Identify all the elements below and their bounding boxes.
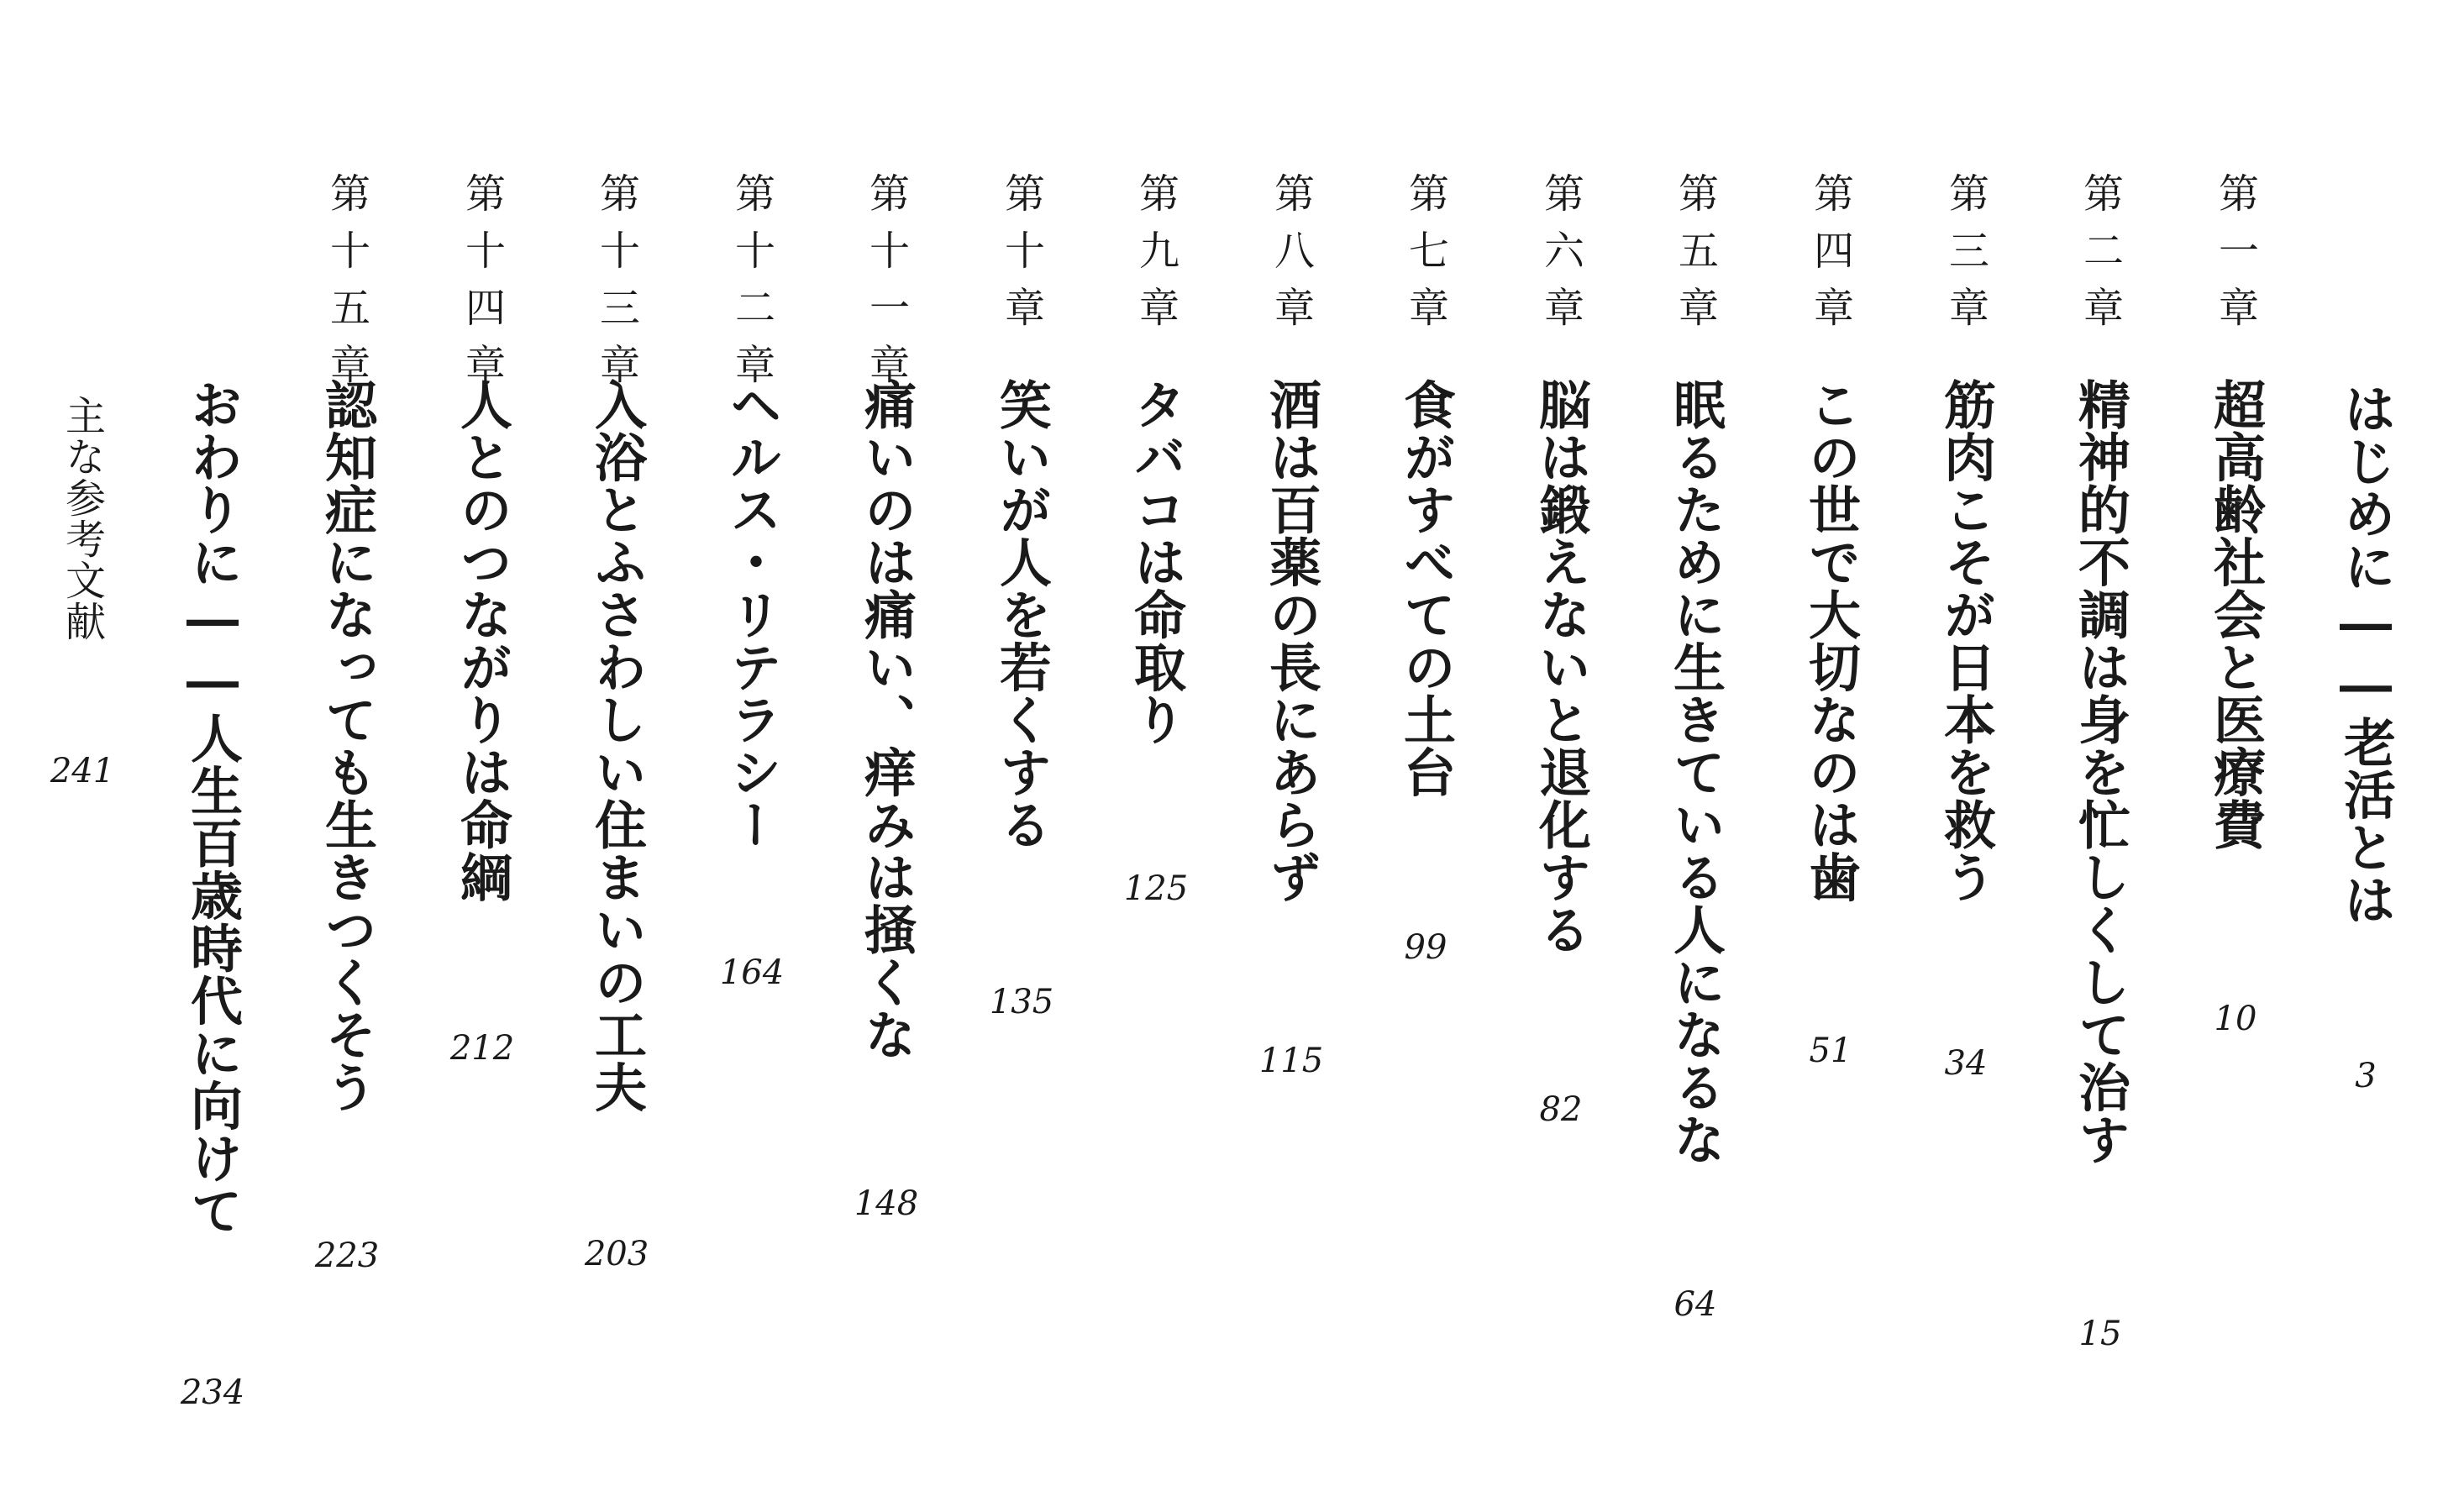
toc-entry-chapter-14[interactable]	[449, 0, 515, 1512]
chapter-title: 脳は鍛えないと退化する	[1530, 378, 1592, 956]
toc-page-number: 82	[1539, 1090, 1583, 1129]
toc-page-number: 34	[1944, 1044, 1988, 1083]
chapter-label: 第五章	[1671, 172, 1719, 344]
toc-entry-chapter-4[interactable]	[1801, 0, 1860, 1512]
toc-page-number: 212	[449, 1029, 515, 1068]
chapter-label: 第九章	[1132, 172, 1179, 344]
toc-title: おわりに――人生百歳時代に向けて	[181, 378, 244, 1236]
toc-entry-chapter-12[interactable]	[719, 0, 785, 1512]
chapter-label: 第十五章	[323, 172, 370, 401]
toc-page-number: 64	[1673, 1285, 1717, 1324]
toc-page-number: 51	[1809, 1032, 1852, 1070]
chapter-label: 第六章	[1537, 172, 1584, 344]
toc-page-number: 135	[989, 983, 1054, 1021]
toc-entry-chapter-9[interactable]	[1123, 0, 1189, 1512]
toc-entry-chapter-15[interactable]	[314, 0, 380, 1512]
toc-entry-chapter-1[interactable]	[2206, 0, 2265, 1512]
chapter-label: 第八章	[1267, 172, 1315, 344]
chapter-title: 入浴とふさわしい住まいの工夫	[586, 378, 648, 1113]
chapter-title: 食がすべての土台	[1395, 378, 1457, 798]
chapter-label: 第十一章	[862, 172, 910, 401]
chapter-title: 精神的不調は身を忙しくして治す	[2069, 378, 2131, 1166]
toc-entry-intro[interactable]	[2336, 0, 2395, 1512]
toc-page-number: 99	[1404, 928, 1447, 967]
chapter-title: 酒は百薬の長にあらず	[1260, 378, 1322, 903]
toc-page-number: 203	[584, 1235, 649, 1273]
toc-entry-chapter-13[interactable]	[584, 0, 649, 1512]
chapter-title: タバコは命取り	[1125, 378, 1187, 746]
chapter-title: 超高齢社会と医療費	[2204, 378, 2267, 851]
chapter-label: 第二章	[2076, 172, 2124, 344]
toc-title: 主な参考文献	[58, 395, 106, 642]
chapter-label: 第十二章	[728, 172, 775, 401]
toc-entry-chapter-11[interactable]	[854, 0, 919, 1512]
chapter-title: 筋肉こそが日本を救う	[1935, 378, 1997, 903]
chapter-title: ヘルス・リテラシー	[721, 378, 783, 851]
toc-entry-chapter-7[interactable]	[1396, 0, 1455, 1512]
toc-entry-chapter-3[interactable]	[1936, 0, 1995, 1512]
chapter-label: 第十三章	[592, 172, 640, 401]
toc-entry-outro[interactable]	[180, 0, 245, 1512]
toc-page-number: 15	[2078, 1315, 2122, 1353]
chapter-label: 第三章	[1941, 172, 1989, 344]
toc-entry-chapter-10[interactable]	[989, 0, 1054, 1512]
toc-page-number: 125	[1123, 869, 1189, 908]
toc-page-number: 10	[2214, 1000, 2257, 1038]
toc-entry-chapter-5[interactable]	[1666, 0, 1725, 1512]
toc-page-number: 115	[1258, 1042, 1324, 1080]
chapter-title: 眠るために生きている人になるな	[1664, 378, 1726, 1166]
toc-entry-chapter-8[interactable]	[1258, 0, 1324, 1512]
toc-page-number: 148	[854, 1184, 919, 1223]
toc-title: はじめに――老活とは	[2335, 382, 2397, 926]
toc-entry-chapter-6[interactable]	[1531, 0, 1590, 1512]
toc-page-number: 241	[50, 752, 115, 790]
chapter-label: 第四章	[1806, 172, 1854, 344]
chapter-title: 人とのつながりは命綱	[451, 378, 513, 903]
toc-entry-chapter-2[interactable]	[2071, 0, 2130, 1512]
chapter-label: 第十章	[997, 172, 1045, 344]
toc-page-number: 234	[180, 1373, 245, 1412]
chapter-label: 第一章	[2211, 172, 2259, 344]
toc-page-number: 3	[2355, 1057, 2377, 1095]
toc-entry-references[interactable]	[50, 0, 115, 1512]
toc-page-number: 164	[719, 953, 785, 992]
chapter-title: 認知症になっても生きつくそう	[316, 378, 378, 1113]
chapter-label: 第十四章	[458, 172, 506, 401]
chapter-title: 笑いが人を若くする	[990, 378, 1053, 851]
chapter-label: 第七章	[1401, 172, 1449, 344]
chapter-title: 痛いのは痛い、痒みは掻くな	[855, 378, 917, 1061]
toc-page-number: 223	[314, 1236, 380, 1275]
chapter-title: この世で大切なのは歯	[1799, 378, 1862, 903]
